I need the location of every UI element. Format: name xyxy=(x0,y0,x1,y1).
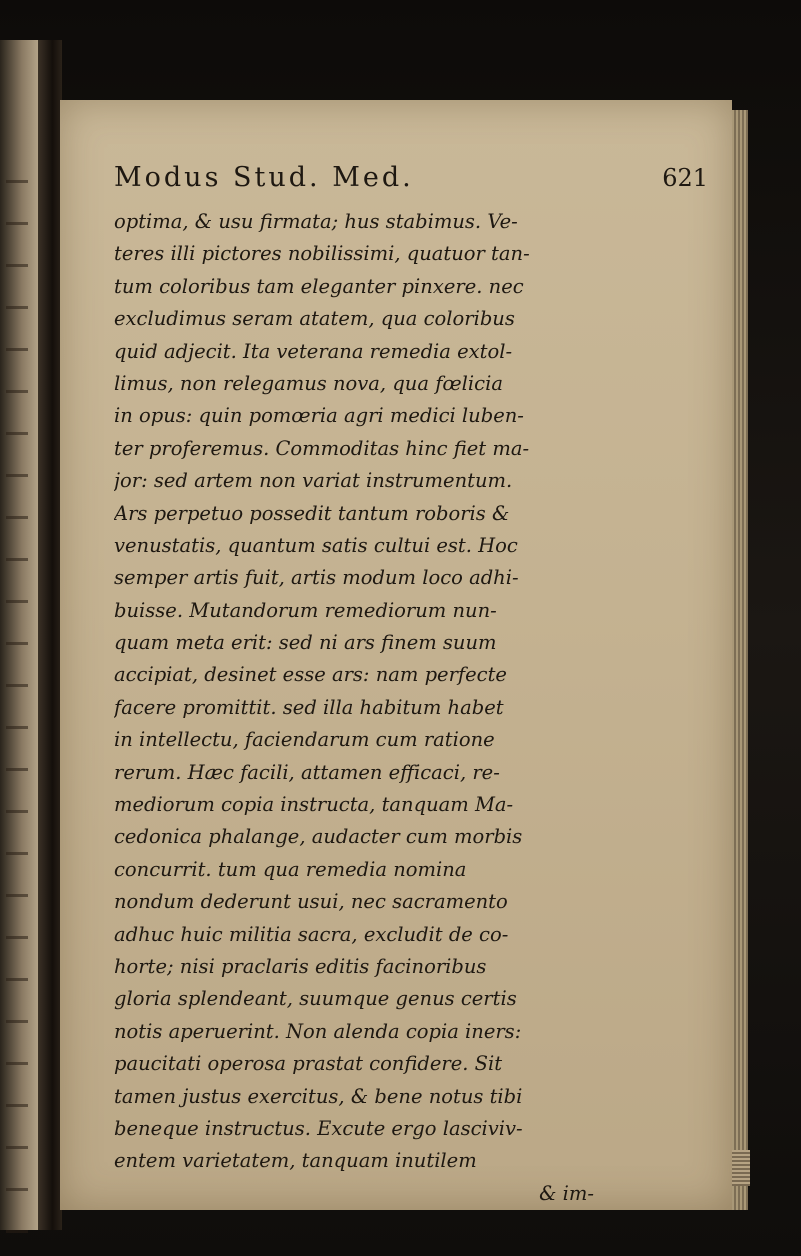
text-line: quam meta erit: sed ni ars finem suum xyxy=(114,631,497,655)
text-line: gloria splendeant, suumque genus certis xyxy=(114,987,517,1011)
facing-page-edge xyxy=(0,40,40,1230)
book-gutter xyxy=(38,40,62,1230)
text-line: teres illi pictores nobilissimi, quatuor tan- xyxy=(114,242,530,266)
facing-page-text-fragments xyxy=(6,180,28,1240)
text-line: mediorum copia instructa, tanquam Ma- xyxy=(114,793,514,817)
text-line: semper artis fuit, artis modum loco adhi- xyxy=(114,566,519,590)
text-line: horte; nisi praclaris editis facinoribus xyxy=(114,954,487,978)
text-line: notis aperuerint. Non alenda copia iners: xyxy=(114,1019,522,1043)
text-line: facere promittit. sed illa habitum habet xyxy=(114,695,504,719)
catchword: & im- xyxy=(539,1181,594,1205)
text-line: optima, & usu firmata; hus stabimus. Ve- xyxy=(114,210,518,233)
text-line: excludimus seram atatem, qua coloribus xyxy=(114,307,515,331)
text-line: accipiat, desinet esse ars: nam perfecte xyxy=(114,663,507,687)
text-line: cedonica phalange, audacter cum morbis xyxy=(114,825,523,849)
page-number: 621 xyxy=(662,164,708,192)
text-line: tum coloribus tam eleganter pinxere. nec xyxy=(114,274,524,298)
text-line: in intellectu, faciendarum cum ratione xyxy=(114,728,495,752)
text-line: paucitati operosa prastat confidere. Sit xyxy=(114,1052,503,1076)
text-line: rerum. Hæc facili, attamen efficaci, re- xyxy=(114,760,500,784)
text-line: in opus: quin pomœria agri medici luben- xyxy=(114,404,524,428)
text-line: venustatis, quantum satis cultui est. Hoc xyxy=(114,533,518,557)
text-line: buisse. Mutandorum remediorum nun- xyxy=(114,598,497,622)
running-head-title: Modus Stud. Med. xyxy=(114,162,414,193)
text-line: adhuc huic militia sacra, excludit de co- xyxy=(114,922,509,946)
text-line: concurrit. tum qua remedia nomina xyxy=(114,857,467,881)
page-text xyxy=(114,162,714,1210)
text-line: Ars perpetuo possedit tantum roboris & xyxy=(114,501,510,525)
text-line: entem varietatem, tanquam inutilem xyxy=(114,1149,477,1173)
text-line: ter proferemus. Commoditas hinc fiet ma- xyxy=(114,436,530,460)
text-line: quid adjecit. Ita veterana remedia extol- xyxy=(114,339,513,363)
text-line: tamen justus exercitus, & bene notus tibi xyxy=(114,1084,523,1108)
text-line: jor: sed artem non variat instrumentum. xyxy=(114,469,513,493)
text-line: limus, non relegamus nova, qua fœlicia xyxy=(114,371,503,395)
text-line: beneque instructus. Excute ergo lasciviv- xyxy=(114,1116,523,1140)
running-head xyxy=(114,162,714,202)
text-line: nondum dederunt usui, nec sacramento xyxy=(114,890,508,914)
